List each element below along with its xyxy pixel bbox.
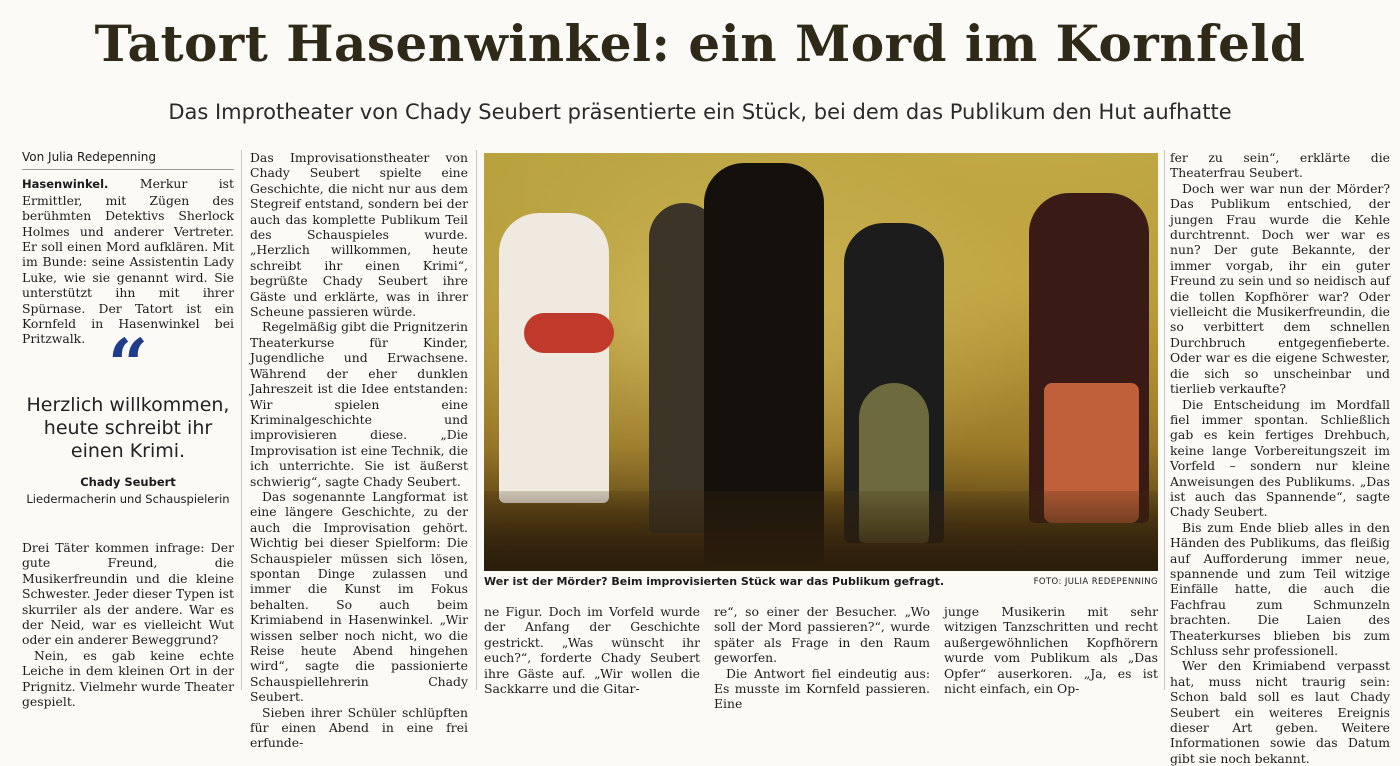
quote-mark-icon: “: [107, 323, 149, 406]
column-6: [1170, 150, 1390, 766]
paragraph: Das Improvisationstheater von Chady Seubert spielte eine Geschichte, die nicht nur aus dem Stegreif entstand, sondern bei der auch das komplette Publikum Teil des Schauspieles wurde. „Herzlich willkommen, heute schreibt ihr einen Krimi“, begrüßte Chady Seubert ihre Gäste und erklärte, was in ihrer Scheune passieren würde.: [250, 150, 468, 320]
quote-text: Herzlich willkommen, heute schreibt ihr einen Krimi.: [26, 394, 230, 462]
paragraph: Wer den Krimiabend verpasst hat, muss nicht traurig sein: Schon bald soll es laut Chady Seubert ein weiteres Ereignis dieser Art geben. Weitere Informationen sowie das Datum gibt sie noch bekannt.: [1170, 658, 1390, 766]
quote-author: Chady Seubert: [80, 475, 176, 489]
paragraph: Die Entscheidung im Mordfall fiel immer spontan. Schließlich gab es kein fertiges Drehbuch, keine lange Vorbereitungszeit im Vorfeld – sondern nur kleine Anweisungen des Publikums. „Das ist auch das Spannende“, sagte Chady Seubert.: [1170, 396, 1390, 520]
column-3: [484, 604, 700, 697]
paragraph: Das sogenannte Langformat ist eine längere Geschichte, zu der auch die Improvisation gehört. Wichtig bei dieser Spielform: Die Schauspieler müssen sich lösen, spontan Dinge zulassen und immer die Kunst im Fokus behalten. So auch beim Krimiabend in Hasenwinkel. „Wir wissen selber noch nicht, wo die Reise heute Abend hingehen wird“, sagte die passionierte Schauspiellehrerin Chady Seubert.: [250, 488, 468, 705]
quote-author-role: Liedermacherin und Schauspielerin: [26, 492, 230, 506]
column-divider: [476, 150, 477, 690]
photo-credit: FOTO: JULIA REDEPENNING: [1033, 577, 1158, 587]
byline: Von Julia Redepenning: [22, 150, 234, 170]
column-divider: [241, 150, 242, 690]
photo-caption: [484, 575, 1158, 588]
column-4: [714, 604, 930, 712]
photo-floor: [484, 491, 1158, 571]
paragraph: Drei Täter kommen infrage: Der gute Freund, die Musikerfreundin und die kleine Schwester. Jeder dieser Typen ist skurriler als der andere. War es der Neid, war es vielleicht Wut oder ein anderer Beweggrund?: [22, 540, 234, 648]
paragraph: Die Antwort fiel eindeutig aus: Es musste im Kornfeld passieren. Eine: [714, 665, 930, 712]
column-5: [944, 604, 1158, 697]
paragraph: fer zu sein“, erklärte die Theaterfrau Seubert.: [1170, 150, 1390, 181]
column-divider: [1164, 150, 1165, 690]
stage-photo: [484, 153, 1158, 571]
column-1-bottom: [22, 540, 234, 709]
pull-quote: [22, 323, 234, 506]
paragraph: [22, 176, 234, 346]
prop-fish: [524, 313, 614, 353]
caption-text: Wer ist der Mörder? Beim improvisierten Stück war das Publikum gefragt.: [484, 575, 945, 588]
paragraph: Doch wer war nun der Mörder? Das Publikum entschied, der jungen Frau wurde die Kehle durchtrennt. Doch wer war es nun? Der gute Bekannte, der immer vorgab, ihr ein guter Freund zu sein und so neidisch auf die tollen Kopfhörer war? Oder vielleicht die Musikerfreundin, die so verbittert dem schnellen Durchbruch entgegenfieberte. Oder war es die eigene Schwester, die sich so unscheinbar und tierlieb verkaufte?: [1170, 180, 1390, 397]
paragraph: re“, so einer der Besucher. „Wo soll der Mord passieren?“, wurde später als Frage in den Raum geworfen.: [714, 604, 930, 666]
paragraph: Nein, es gab keine echte Leiche in dem kleinen Ort in der Prignitz. Vielmehr wurde Theater gespielt.: [22, 647, 234, 710]
paragraph: junge Musikerin mit sehr witzigen Tanzschritten und recht außergewöhnlichen Kopfhörern wurde vom Publikum als „Das Opfer“ auserkoren. „Ja, es ist nicht einfach, ein Op-: [944, 604, 1158, 697]
paragraph-text: Merkur ist Ermittler, mit Zügen des berühmten Detektivs Sherlock Holmes und anderer Vertreter. Er soll einen Mord aufklären. Mit im Bunde: seine Assistentin Lady Luke, wie sie genannt wird. Sie unterstützt ihn mit ihrer Spürnase. Der Tatort ist ein Kornfeld in Hasenwinkel bei Pritzwalk.: [22, 176, 234, 347]
dateline: Hasenwinkel.: [22, 177, 109, 192]
paragraph: Regelmäßig gibt die Prignitzerin Theaterkurse für Kinder, Jugendliche und Erwachsene. Während der eher dunklen Jahreszeit ist die Idee entstanden: Wir spielen eine Kriminalgeschichte und improvisieren diese. „Die Improvisation ist eine Technik, die ich unterrichte. Sie ist äußerst schwierig“, sagte Chady Seubert.: [250, 319, 468, 489]
column-1: [22, 150, 234, 347]
column-2: [250, 150, 468, 751]
paragraph: Bis zum Ende blieb alles in den Händen des Publikums, das fleißig auf Aufforderung immer neue, spannende und zum Teil witzige Einfälle hatte, die auch die Fachfrau zum Schmunzeln brachten. Die Laien des Theaterkurses blieben bis zum Schluss sehr professionell.: [1170, 519, 1390, 658]
subheadline: Das Improtheater von Chady Seubert präsentierte ein Stück, bei dem das Publikum den Hut aufhatte: [168, 100, 1232, 124]
paragraph: Sieben ihrer Schüler schlüpften für einen Abend in eine frei erfunde-: [250, 704, 468, 751]
headline: Tatort Hasenwinkel: ein Mord im Kornfeld: [94, 14, 1306, 73]
paragraph: ne Figur. Doch im Vorfeld wurde der Anfang der Geschichte gestrickt. „Was wünscht ihr euch?“, forderte Chady Seubert ihre Gäste auf. „Wir wollen die Sackkarre und die Gitar-: [484, 604, 700, 697]
actor-figure: [499, 213, 609, 503]
